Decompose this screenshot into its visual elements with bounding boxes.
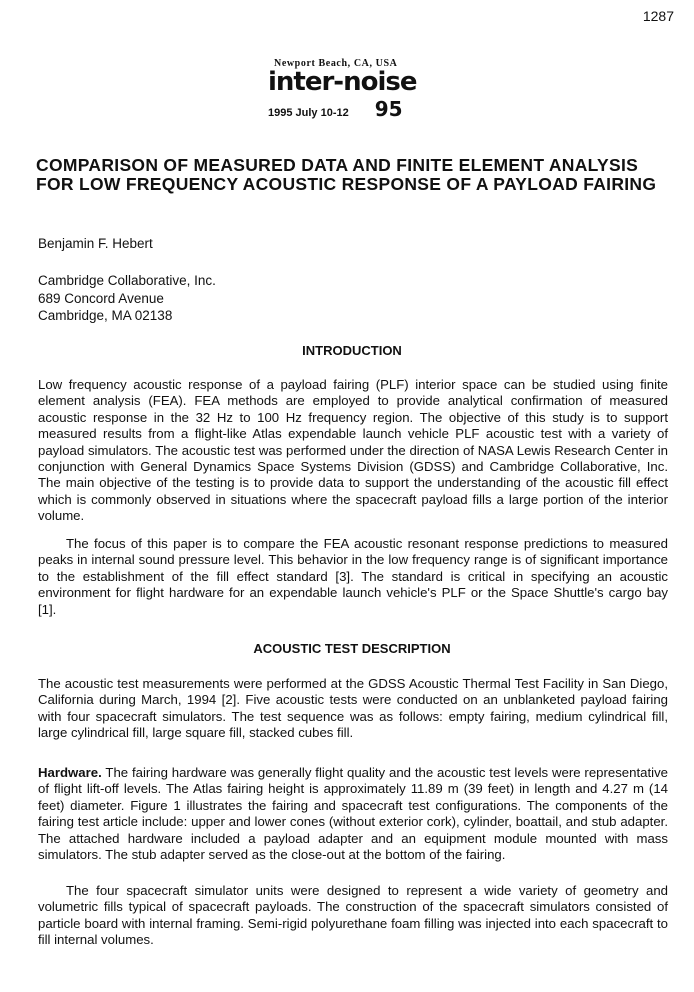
- hardware-paragraph: [38, 765, 668, 863]
- conference-header: [268, 58, 458, 121]
- introduction-paragraph-2: The focus of this paper is to compare the FEA acoustic resonant response predictions to measured peaks in internal sound pressure level. This behavior in the low frequency range is of significant importance to the establishment of the fill effect standard [3]. The standard is critical in specifying an acoustic environment for flight hardware for an expendable launch vehicle's PLF or the Space Shuttle's cargo bay [1].: [38, 536, 668, 617]
- conference-logo: inter-noise: [268, 67, 417, 97]
- acoustic-test-paragraph-3: The four spacecraft simulator units were designed to represent a wide variety of geometry and volumetric fills typical of spacecraft payloads. The construction of the spacecraft simulators consisted of particle board with internal framing. Semi-rigid polyurethane foam filling was injected into each spacecraft to fill internal volumes.: [38, 883, 668, 948]
- conference-location: Newport Beach, CA, USA: [274, 58, 398, 69]
- conference-year: 95: [374, 97, 403, 121]
- paper-title: COMPARISON OF MEASURED DATA AND FINITE ELEMENT ANALYSIS FOR LOW FREQUENCY ACOUSTIC RESPONSE OF A PAYLOAD FAIRING: [36, 155, 657, 194]
- page-number: 1287: [642, 8, 674, 24]
- section-heading-acoustic-test: ACOUSTIC TEST DESCRIPTION: [253, 641, 451, 656]
- author-affiliation: [38, 272, 216, 325]
- conference-dates: 1995 July 10-12: [268, 107, 349, 119]
- introduction-paragraph-1: Low frequency acoustic response of a payload fairing (PLF) interior space can be studied using finite element analysis (FEA). FEA methods are employed to provide analytical confirmation of measured acoustic response in the 32 Hz to 100 Hz frequency region. The objective of this study is to support measured results from a flight-like Atlas expendable launch vehicle PLF acoustic test with a variety of payload simulators. The acoustic test was performed under the direction of NASA Lewis Research Center in conjunction with General Dynamics Space Systems Division (GDSS) and Cambridge Collaborative, Inc. The main objective of the testing is to provide data to support the understanding of the acoustic fill effect which is commonly observed in situations where the spacecraft payload fills a large portion of the interior volume.: [38, 377, 668, 524]
- affiliation-city: Cambridge, MA 02138: [38, 308, 173, 323]
- hardware-paragraph-text: The fairing hardware was generally flight quality and the acoustic test levels were representative of flight lift-off levels. The Atlas fairing height is approximately 11.89 m (39 feet) in length and 4.27 m (14 feet) diameter. Figure 1 illustrates the fairing and spacecraft test configurations. The components of the fairing test article include: upper and lower cones (without exterior cork), cylinder, boattail, and stub adapter. The attached hardware included a payload adapter and an equipment module mounted with mass simulators. The stub adapter served as the close-out at the bottom of the fairing.: [38, 765, 668, 863]
- conference-date-row: [268, 97, 458, 121]
- hardware-run-in-heading: Hardware.: [38, 765, 102, 780]
- affiliation-org: Cambridge Collaborative, Inc.: [38, 273, 216, 288]
- affiliation-street: 689 Concord Avenue: [38, 290, 164, 306]
- author-name: Benjamin F. Hebert: [38, 236, 153, 251]
- acoustic-test-paragraph-1: The acoustic test measurements were performed at the GDSS Acoustic Thermal Test Facility in San Diego, California during March, 1994 [2]. Five acoustic tests were conducted on an unblanketed payload fairing with four spacecraft simulators. The test sequence was as follows: empty fairing, medium cylindrical fill, large cylindrical fill, large square fill, stacked cubes fill.: [38, 676, 668, 741]
- section-heading-introduction: INTRODUCTION: [302, 343, 402, 358]
